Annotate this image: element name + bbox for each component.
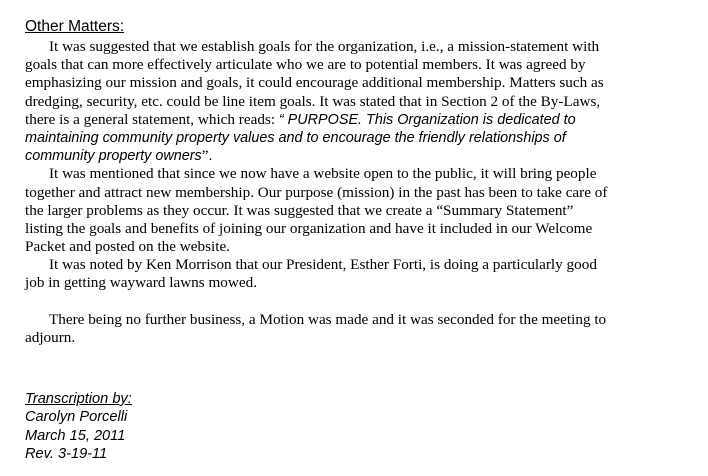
paragraph-3-line-1: It was noted by Ken Morrison that our President, Esther Forti, is doing a particularly good — [49, 256, 597, 274]
paragraph-2-line-4: listing the goals and benefits of joining our organization and have it included in our Welcome — [25, 219, 593, 237]
purpose-quote-line-3 — [25, 147, 695, 165]
paragraph-3-line-2: job in getting wayward lawns mowed. — [25, 274, 257, 292]
paragraph-1-line-1: It was suggested that we establish goals for the organization, i.e., a mission-statement with — [49, 38, 600, 55]
section-heading: Other Matters: — [25, 18, 125, 35]
paragraph-spacer — [25, 293, 695, 311]
paragraph-1-line-5 — [25, 111, 695, 129]
paragraph-4-line-2: adjourn. — [25, 329, 76, 346]
transcriber-name: Carolyn Porcelli — [25, 409, 128, 426]
purpose-quote-line-2: maintaining community property values and to encourage the friendly relationships of — [25, 129, 566, 146]
paragraph-2-line-2: together and attract new membership. Our purpose (mission) in the past has been to take care of — [25, 183, 608, 201]
paragraph-1-line-5-prefix: there is a general statement, which reads: — [25, 110, 279, 128]
transcription-signature — [25, 390, 132, 464]
minutes-body — [25, 38, 695, 347]
purpose-quote-start: “ PURPOSE. This Organization is dedicated to — [278, 111, 576, 128]
paragraph-4-line-1: There being no further business, a Motion was made and it was seconded for the meeting to — [49, 310, 607, 328]
paragraph-2-line-1: It was mentioned that since we now have a website open to the public, it will bring people — [49, 165, 597, 183]
transcription-label: Transcription by: — [25, 391, 132, 407]
paragraph-2-line-3: the larger problems as they occur. It was suggested that we create a “Summary Statement” — [25, 201, 574, 219]
transcription-date: March 15, 2011 — [25, 427, 126, 444]
purpose-quote-line-3-text: community property owners — [25, 148, 202, 165]
paragraph-2-line-5: Packet and posted on the website. — [25, 238, 230, 256]
purpose-quote-close: ”. — [201, 147, 213, 165]
paragraph-1-line-3: emphasizing our mission and goals, it could encourage additional membership. Matters such as — [25, 74, 604, 92]
revision-date: Rev. 3-19-11 — [25, 446, 108, 463]
paragraph-1-line-4: dredging, security, etc. could be line item goals. It was stated that in Section 2 of the By-Laws, — [25, 92, 601, 110]
paragraph-1-line-2: goals that can more effectively articulate who we are to potential members. It was agreed by — [25, 56, 586, 74]
